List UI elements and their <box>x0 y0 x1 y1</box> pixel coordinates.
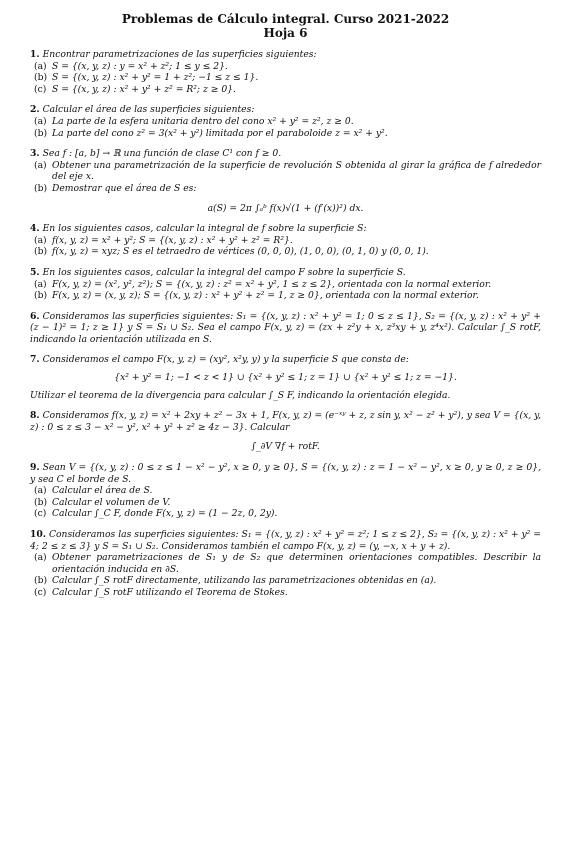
problem-number: 5. <box>30 266 40 278</box>
item-label: (b) <box>34 246 48 258</box>
item-label: (c) <box>34 508 47 520</box>
item-text: La parte de la esfera unitaria dentro del cono x² + y² = z², z ≥ 0. <box>52 115 354 127</box>
problem-statement: Consideramos las superficies siguientes: S₁ = {(x, y, z) : x² + y² = z²; 1 ≤ z ≤ 2}, S₂ = {(x, y, z) : x² + y² = 4; 2 ≤ z ≤ 3} y S = S₁ ∪ S₂. Consideramos también el campo F(x, y, z) = (y, −x, x + y + z). <box>30 529 541 552</box>
item-label: (b) <box>34 127 48 139</box>
item-text: S = {(x, y, z) : x² + y² + z² = R²; z ≥ 0}. <box>52 83 236 95</box>
problem-2 <box>30 104 541 139</box>
problem-statement: En los siguientes casos, calcular la integral del campo F sobre la superficie S. <box>42 266 406 278</box>
item-label: (a) <box>34 278 47 290</box>
problem-statement: Encontrar parametrizaciones de las superficies siguientes: <box>42 49 317 60</box>
problem-statement: Calcular el área de las superficies siguientes: <box>42 104 255 116</box>
problem-item <box>30 183 541 195</box>
item-label: (a) <box>34 159 47 171</box>
item-text: F(x, y, z) = (x², y², z²); S = {(x, y, z) : z² = x² + y², 1 ≤ z ≤ 2}, orientada con la normal exterior. <box>52 278 492 290</box>
problem-3 <box>30 148 541 214</box>
item-text: S = {(x, y, z) : x² + y² = 1 + z²; −1 ≤ z ≤ 1}. <box>52 72 259 84</box>
item-text: Calcular ∫_S rotF utilizando el Teorema de Stokes. <box>52 586 288 598</box>
problem-number: 2. <box>30 104 40 116</box>
problem-item <box>30 497 541 509</box>
problem-item <box>30 84 541 96</box>
item-text: La parte del cono z² = 3(x² + y²) limitada por el paraboloide z = x² + y². <box>52 127 388 139</box>
problem-number: 1. <box>30 49 40 60</box>
item-label: (b) <box>34 290 48 302</box>
problem-item <box>30 552 541 575</box>
problem-number: 10. <box>30 529 46 540</box>
area-formula: a(S) = 2π ∫ₐᵇ f(x)√(1 + (f′(x))²) dx. <box>207 202 364 214</box>
sheet-number: Hoja 6 <box>263 26 308 40</box>
problem-6 <box>30 311 541 346</box>
problem-item <box>30 246 541 258</box>
item-text: Demostrar que el área de S es: <box>52 182 197 194</box>
item-text: Calcular el área de S. <box>52 485 153 497</box>
item-text: Calcular ∫_C F, donde F(x, y, z) = (1 − 2z, 0, 2y). <box>52 508 278 520</box>
problem-statement: Consideramos las superficies siguientes: S₁ = {(x, y, z) : x² + y² = 1; 0 ≤ z ≤ 1}, S₂ = {(x, y, z) : x² + y² + (z − 1)² = 1; z ≥ 1} y S = S₁ ∪ S₂. Sea el campo F(x, y, z) = (zx + z²y + x, z³xy + y, z⁴x²). Calcular ∫_S rotF, indicando la orientación utilizada en S. <box>30 310 541 345</box>
item-text: Calcular ∫_S rotF directamente, utilizando las parametrizaciones obtenidas en (a). <box>52 575 437 587</box>
problem-number: 9. <box>30 462 40 474</box>
problem-9 <box>30 462 541 520</box>
problem-number: 8. <box>30 410 40 422</box>
problem-statement: Sean V = {(x, y, z) : 0 ≤ z ≤ 1 − x² − y², x ≥ 0, y ≥ 0}, S = {(x, y, z) : z = 1 − x² − y², x ≥ 0, y ≥ 0, z ≥ 0}, y sea C el borde de S. <box>30 462 541 485</box>
item-label: (a) <box>34 60 47 72</box>
problem-number: 3. <box>30 148 40 160</box>
item-text: Calcular el volumen de V. <box>52 496 171 508</box>
item-label: (c) <box>34 586 47 598</box>
problem-number: 6. <box>30 310 40 322</box>
item-text: S = {(x, y, z) : y = x² + z²; 1 ≤ y ≤ 2}. <box>52 60 228 72</box>
problem-item <box>30 72 541 84</box>
problem-10 <box>30 529 541 599</box>
problem-statement: Consideramos f(x, y, z) = x² + 2xy + z² − 3x + 1, F(x, y, z) = (e⁻ˣʸ + z, z sin y, x² − z² + y²), y sea V = {(x, y, z) : 0 ≤ z ≤ 3 − x² − y², x² + y² + z² ≥ 4z − 3}. Calcular <box>30 410 541 433</box>
item-label: (a) <box>34 552 47 564</box>
problem-statement: Consideramos el campo F(x, y, z) = (xy², x²y, y) y la superficie S que consta de: <box>42 354 409 366</box>
problem-item <box>30 587 541 599</box>
item-label: (a) <box>34 485 47 497</box>
problem-item <box>30 508 541 520</box>
item-label: (a) <box>34 115 47 127</box>
problem-item <box>30 160 541 183</box>
problem-statement: En los siguientes casos, calcular la integral de f sobre la superficie S: <box>42 223 367 235</box>
problem-number: 4. <box>30 223 40 235</box>
problem-number: 7. <box>30 354 40 366</box>
problem-item <box>30 116 541 128</box>
problem-item <box>30 279 541 291</box>
item-text: F(x, y, z) = (x, y, z); S = {(x, y, z) : x² + y² + z² = 1, z ≥ 0}, orientada con la normal exterior. <box>52 290 479 302</box>
problem-8 <box>30 410 541 453</box>
problem-instruction: Utilizar el teorema de la divergencia para calcular ∫_S F, indicando la orientación elegida. <box>30 389 451 401</box>
problem-item <box>30 235 541 247</box>
problem-item <box>30 128 541 140</box>
problem-7 <box>30 354 541 401</box>
item-text: Obtener parametrizaciones de S₁ y de S₂ que determinen orientaciones compatibles. Describir la orientación inducida en ∂S. <box>52 552 541 575</box>
item-label: (c) <box>34 83 47 95</box>
surface-definition: {x² + y² = 1; −1 < z < 1} ∪ {x² + y² ≤ 1; z = 1} ∪ {x² + y² ≤ 1; z = −1}. <box>114 372 457 384</box>
item-text: f(x, y, z) = xyz; S es el tetraedro de vértices (0, 0, 0), (1, 0, 0), (0, 1, 0) y (0, 0, 1). <box>52 246 429 258</box>
item-label: (b) <box>34 496 48 508</box>
problem-4 <box>30 223 541 258</box>
item-label: (b) <box>34 575 48 587</box>
integral-expression: ∫_∂V ∇f + rotF. <box>251 441 320 453</box>
document-title: Problemas de Cálculo integral. Curso 2021-2022 <box>121 12 450 26</box>
item-label: (a) <box>34 234 47 246</box>
item-text: Obtener una parametrización de la superficie de revolución S obtenida al girar la gráfica de f alrededor del eje x. <box>52 159 541 183</box>
problem-item <box>30 485 541 497</box>
problem-item <box>30 61 541 73</box>
item-label: (b) <box>34 182 48 194</box>
problem-statement: Sea f : [a, b] → ℝ una función de clase C¹ con f ≥ 0. <box>42 148 282 160</box>
problem-5 <box>30 267 541 302</box>
problem-1 <box>30 49 541 95</box>
problem-item <box>30 290 541 302</box>
item-text: f(x, y, z) = x² + y²; S = {(x, y, z) : x² + y² + z² = R²}. <box>52 234 293 246</box>
item-label: (b) <box>34 72 48 84</box>
problem-item <box>30 575 541 587</box>
